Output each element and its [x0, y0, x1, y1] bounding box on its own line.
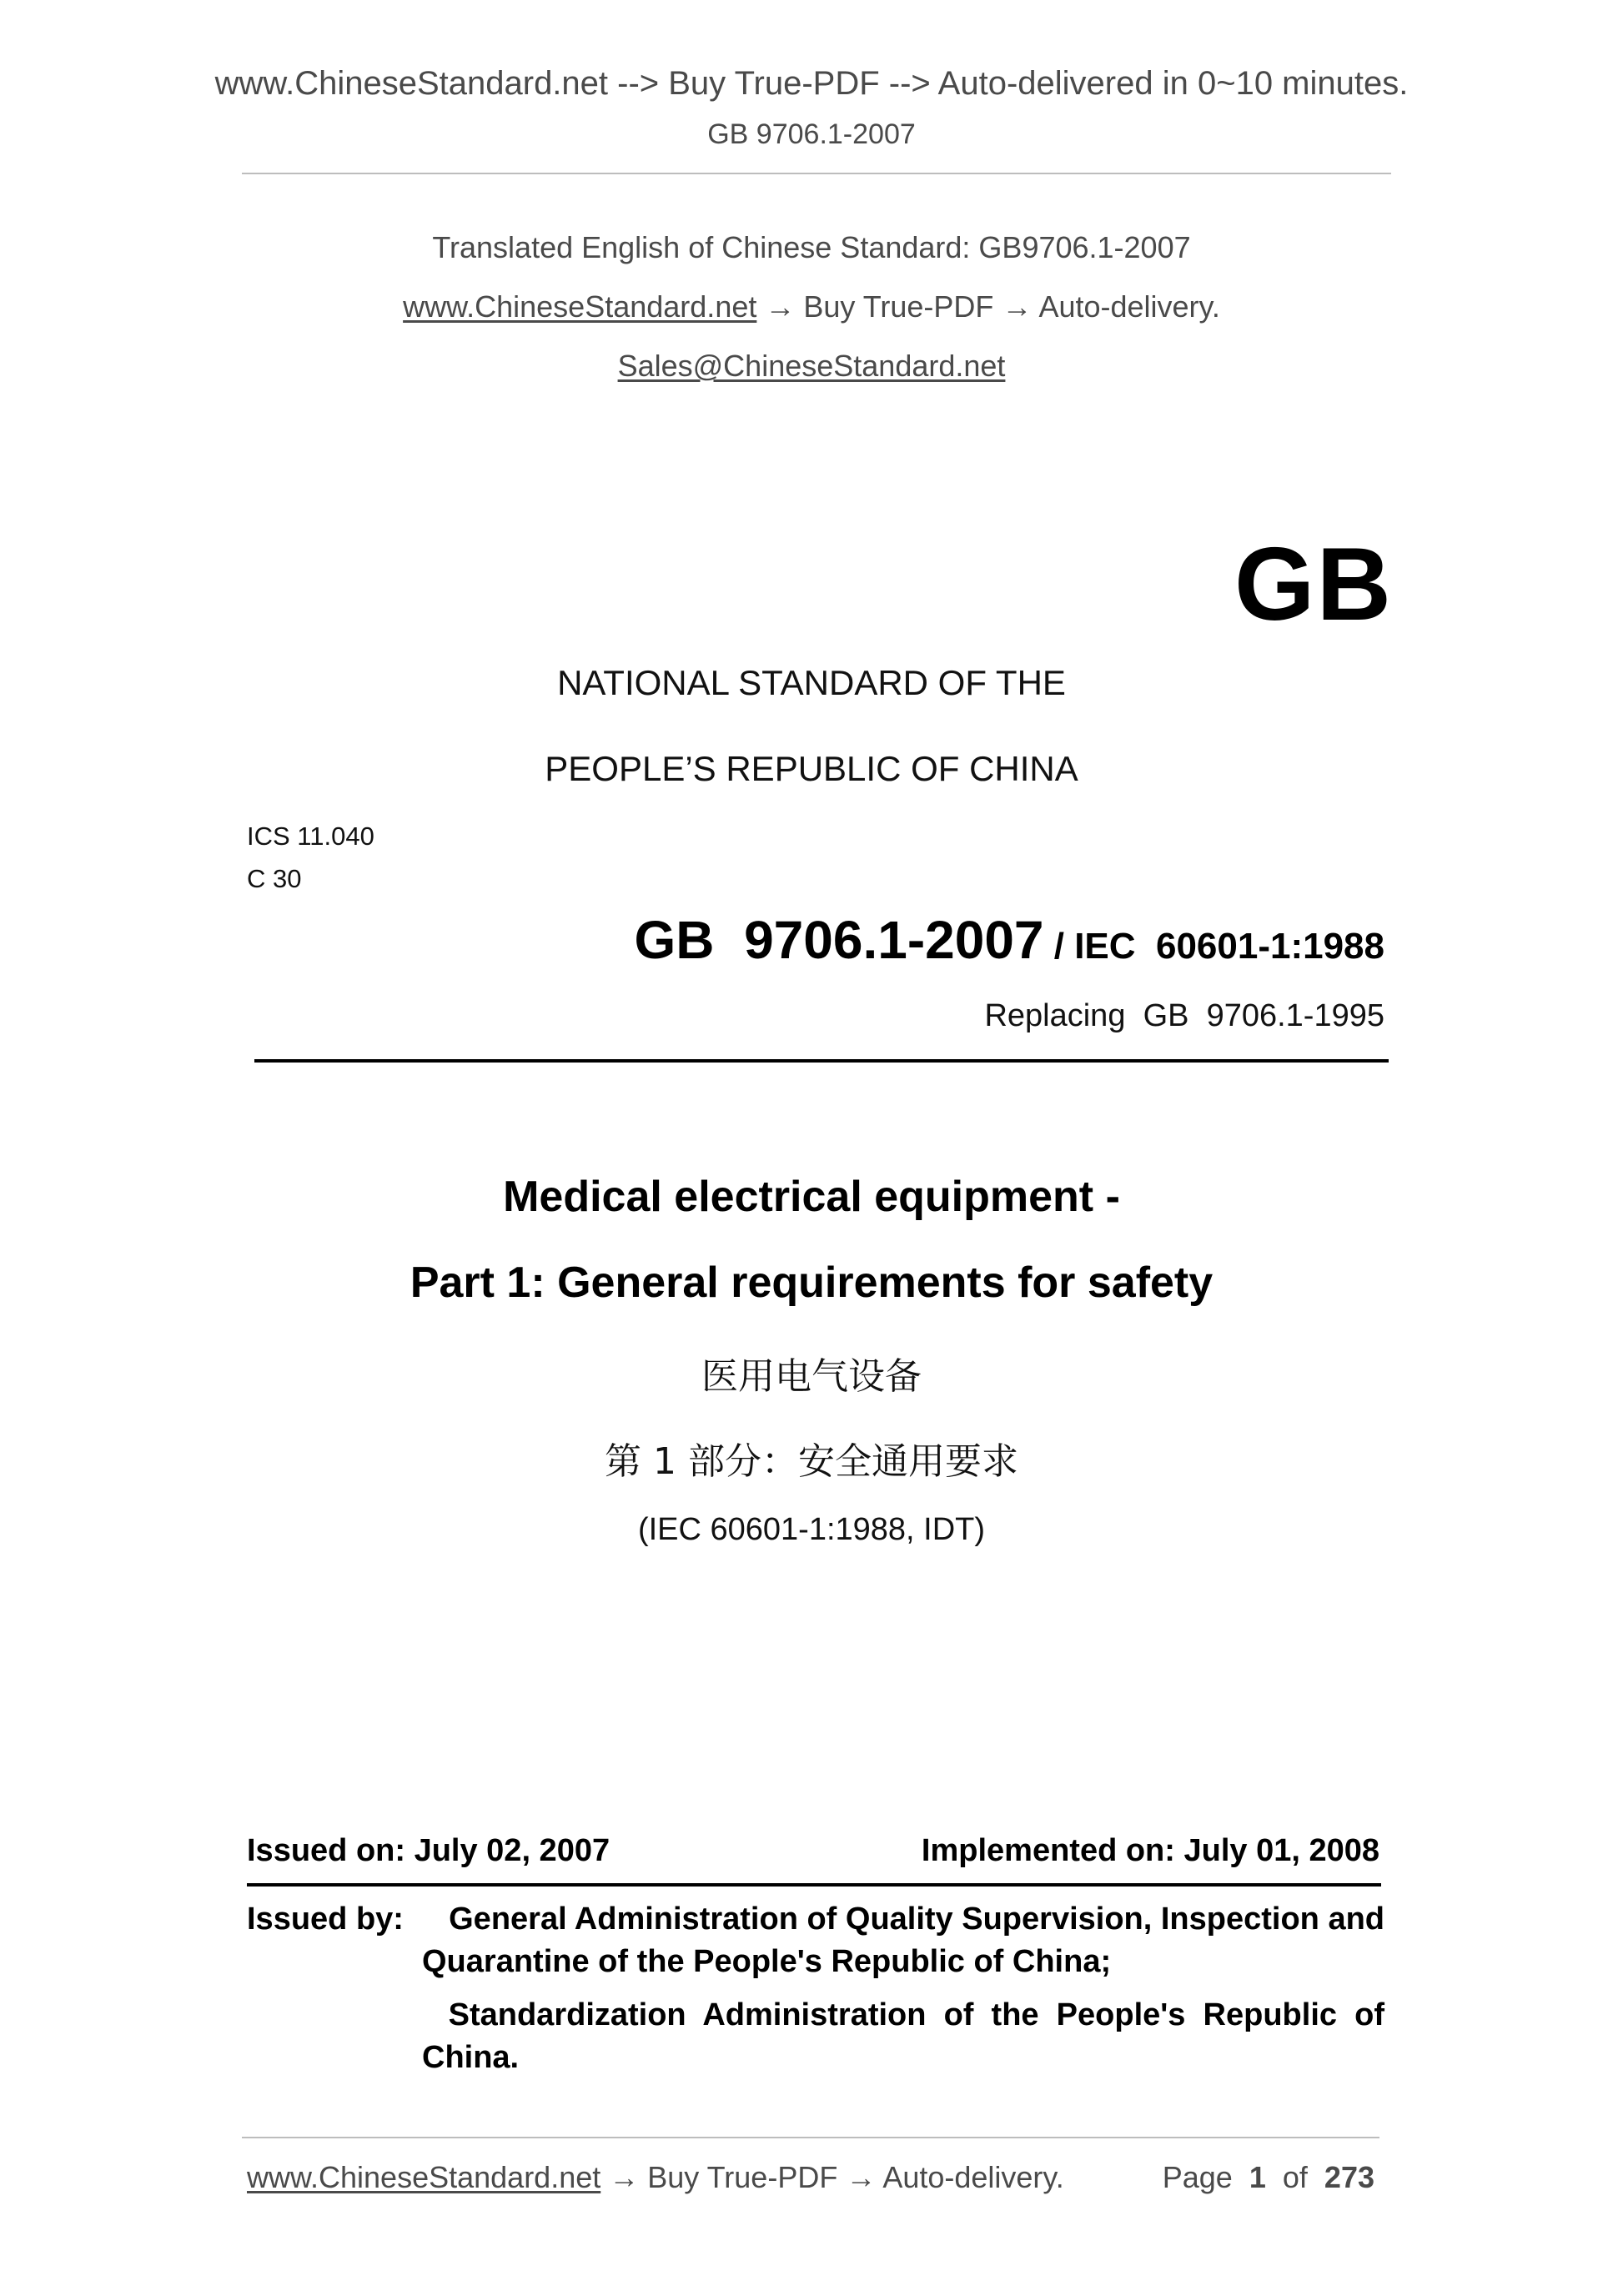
- page-indicator: [1163, 2160, 1374, 2195]
- email-link[interactable]: Sales@ChineseStandard.net: [617, 349, 1006, 383]
- iec-number: IEC 60601-1:1988: [1074, 926, 1384, 967]
- header-divider: [242, 173, 1391, 174]
- header-top-line: www.ChineseStandard.net --> Buy True-PDF --> Auto-delivered in 0~10 minutes.: [214, 65, 1409, 102]
- issuer-org2-line1: Standardization Administration of the People's Republic of: [448, 1997, 1384, 2032]
- title-line-1: Medical electrical equipment -: [503, 1173, 1120, 1221]
- of-label: of: [1282, 2160, 1308, 2194]
- dates-divider: [247, 1883, 1381, 1887]
- issued-by-label: Issued by:: [247, 1902, 404, 1937]
- implemented-date: Implemented on: July 01, 2008: [921, 1833, 1379, 1868]
- translated-line: Translated English of Chinese Standard: GB9706.1-2007: [432, 230, 1191, 264]
- delivery-text: → Buy True-PDF → Auto-delivery.: [756, 289, 1220, 324]
- footer-delivery-line: [247, 2160, 1064, 2195]
- title-line-2: Part 1: General requirements for safety: [410, 1259, 1213, 1307]
- replacing-line: Replacing GB 9706.1-1995: [984, 998, 1384, 1033]
- standard-number: GB 9706.1-2007: [634, 910, 1044, 970]
- title-cn-line-2: 第 1 部分：安全通用要求: [605, 1440, 1018, 1483]
- footer-divider: [242, 2137, 1379, 2138]
- national-line-2: PEOPLE’S REPUBLIC OF CHINA: [545, 749, 1078, 788]
- footer-delivery-text: → Buy True-PDF → Auto-delivery.: [600, 2160, 1064, 2194]
- ccs-code: C 30: [247, 864, 302, 893]
- page-number: 1: [1249, 2160, 1266, 2194]
- issued-date: Issued on: July 02, 2007: [247, 1833, 611, 1868]
- footer-site-link[interactable]: www.ChineseStandard.net: [247, 2160, 601, 2194]
- total-pages: 273: [1324, 2160, 1374, 2194]
- header-doc-code: GB 9706.1-2007: [707, 118, 916, 150]
- standard-divider: [254, 1059, 1389, 1063]
- email-line: [0, 349, 1623, 384]
- national-line-1: NATIONAL STANDARD OF THE: [557, 663, 1066, 702]
- intro-delivery-line: [0, 289, 1623, 324]
- site-link[interactable]: www.ChineseStandard.net: [403, 289, 757, 324]
- equivalence: (IEC 60601-1:1988, IDT): [637, 1512, 986, 1547]
- title-cn-line-1: 医用电气设备: [701, 1355, 922, 1398]
- slash: /: [1043, 926, 1075, 967]
- issuer-org1-line1: General Administration of Quality Supervision, Inspection and: [449, 1902, 1384, 1937]
- issuer-org1-line2: Quarantine of the People's Republic of China;: [422, 1944, 1112, 1979]
- gb-logo: GB: [1234, 527, 1393, 642]
- issuer-org2-line2: China.: [422, 2040, 520, 2075]
- ics-code: ICS 11.040: [247, 821, 374, 851]
- page-label: Page: [1162, 2160, 1233, 2194]
- standard-number-line: [635, 909, 1385, 971]
